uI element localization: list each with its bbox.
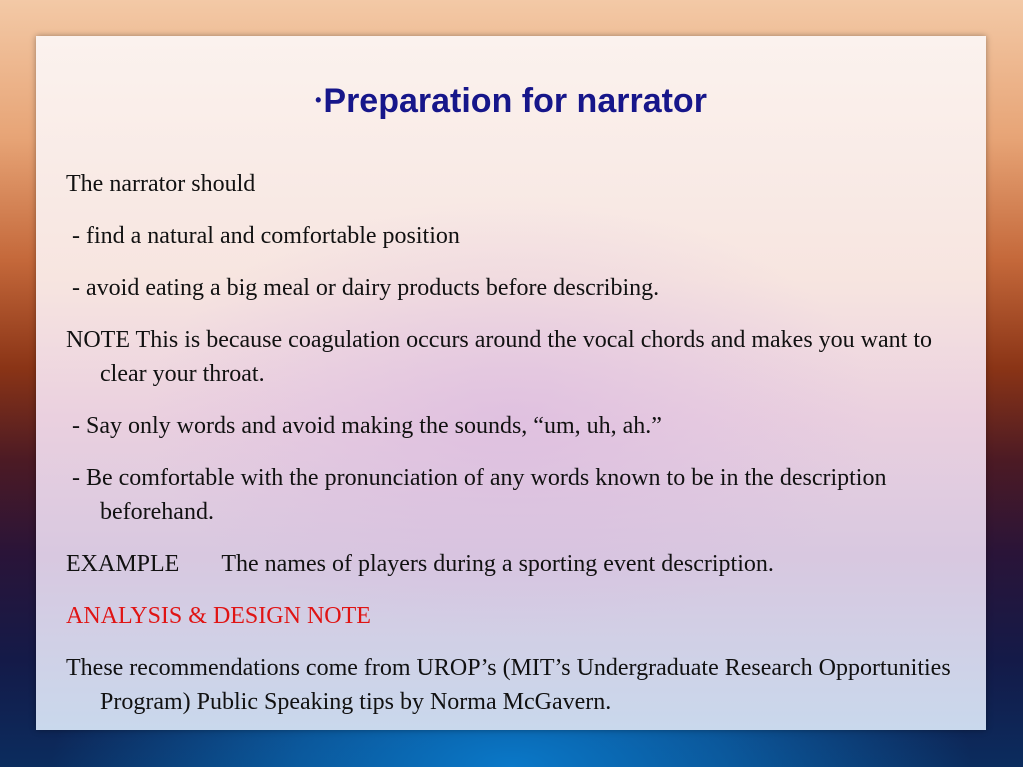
example-label: EXAMPLE	[66, 551, 180, 577]
paragraph-intro: The narrator should	[66, 171, 256, 197]
example-text: The names of players during a sporting event description.	[221, 551, 774, 577]
paragraph-pronunciation: - Be comfortable with the pronunciation of any words known to be in the description beforehand.	[72, 465, 887, 525]
slide-title-text: Preparation for narrator	[323, 82, 707, 120]
paragraph-avoid-eating: - avoid eating a big meal or dairy products before describing.	[72, 275, 660, 301]
paragraph-example	[66, 547, 966, 581]
paragraph-position: - find a natural and comfortable position	[72, 223, 460, 249]
paragraph-analysis-note: ANALYSIS & DESIGN NOTE	[66, 603, 371, 629]
paragraph-say-only-words: - Say only words and avoid making the sounds, “um, uh, ah.”	[72, 413, 662, 439]
title-bullet-icon: •	[315, 90, 322, 110]
slide	[36, 36, 986, 730]
paragraph-note: NOTE This is because coagulation occurs around the vocal chords and makes you want to clear your throat.	[66, 327, 932, 387]
paragraph-recommendations: These recommendations come from UROP’s (MIT’s Undergraduate Research Opportunities Program) Public Speaking tips by Norma McGavern.	[66, 655, 951, 715]
slide-title	[36, 76, 986, 125]
slide-body	[66, 167, 966, 737]
